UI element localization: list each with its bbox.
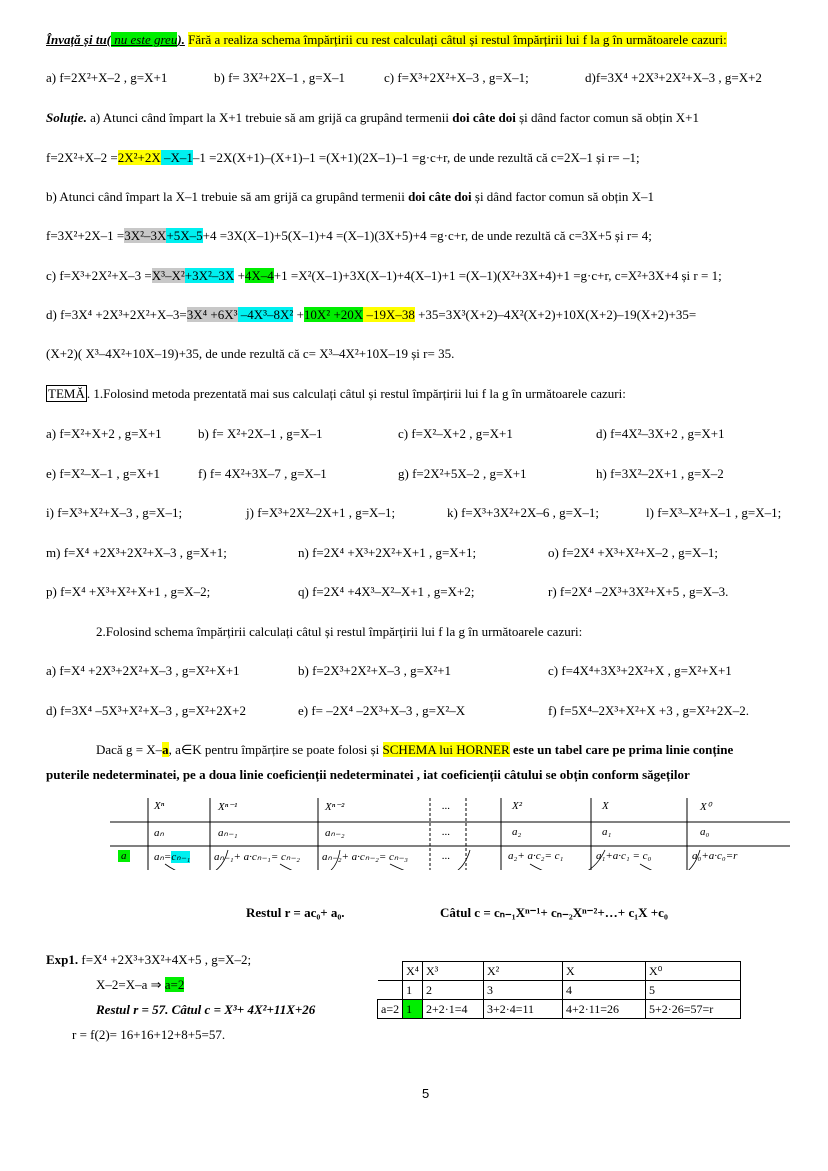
table-cell: a=2 [378, 1000, 403, 1019]
table-cell: X² [483, 962, 562, 981]
task2-item: b) f=2X³+2X²+X–3 , g=X²+1 [298, 663, 452, 678]
result-cell: a₂+ a·c₂= c₁ [508, 850, 564, 862]
intro-lead-end: ). [177, 32, 185, 47]
task2-item: f) f=5X⁴–2X³+X²+X +3 , g=X²+2X–2. [548, 703, 750, 718]
intro-line [46, 32, 727, 48]
intro-lead: Învață și tu( [46, 32, 112, 47]
power-label: X² [512, 800, 523, 812]
tema-label: TEMĂ [48, 386, 85, 401]
horner-line2: puterile nedeterminatei, pe a doua linie coeficienții nedeterminatei , iat coeficienții câtului se obțin conform săgeților [46, 767, 690, 782]
example-cat: Câtul c = X³+ 4X²+11X+26 [171, 1002, 316, 1017]
coef-label: ... [442, 826, 451, 838]
table-row [378, 962, 741, 981]
coef-label: aₙ₋₂ [325, 827, 345, 839]
task2-text: 2.Folosind schema împărțirii calculați câtul și restul împărțirii lui f la g în următoarele cazuri: [96, 624, 583, 639]
example-sub: X–2=X–a ⇒ [96, 977, 162, 992]
tema-item: g) f=2X²+5X–2 , g=X+1 [398, 466, 527, 481]
tema-item: k) f=X³+3X²+2X–6 , g=X–1; [447, 505, 599, 520]
table-cell: 2+2·1=4 [422, 1000, 483, 1019]
result-cell: a₁+a·c₁ = c₀ [596, 850, 652, 862]
horner-a-symbol: a [162, 742, 169, 757]
eq-highlight-gray: X³–X² [151, 268, 185, 283]
eq-highlight-green: 4X–4 [244, 268, 274, 283]
eq-part: d) f=3X⁴ +2X³+2X²+X–3= [46, 307, 187, 322]
eq-part: –1 =2X(X+1)–(X+1)–1 =(X+1)(2X–1)–1 =g·c+r, de unde rezultă că c=2X–1 și r= –1; [192, 150, 640, 165]
result-cell: aₙ₋₂+ a·cₙ₋₂= cₙ₋₃ [322, 851, 408, 863]
table-cell: X⁴ [403, 962, 423, 981]
table-cell: 1 [403, 1000, 423, 1019]
power-label: X [602, 800, 609, 812]
tema-item: q) f=2X⁴ +4X³–X²–X+1 , g=X+2; [298, 584, 475, 599]
power-label: Xⁿ⁻¹ [218, 801, 238, 813]
horner-lead: Dacă g = X– [96, 742, 163, 757]
task2-item: a) f=X⁴ +2X³+2X²+X–3 , g=X²+X+1 [46, 663, 240, 678]
tema-item: c) f=X²–X+2 , g=X+1 [398, 426, 513, 441]
eq-highlight-green: 10X² +20X [303, 307, 364, 322]
power-label: Xⁿ⁻² [325, 801, 345, 813]
task2-item: d) f=3X⁴ –5X³+X²+X–3 , g=X²+2X+2 [46, 703, 246, 718]
table-cell: 5 [645, 981, 740, 1000]
coef-label: aₙ₋₁ [218, 827, 238, 839]
case-b: b) f= 3X²+2X–1 , g=X–1 [214, 70, 345, 85]
table-row [378, 981, 741, 1000]
table-cell: X⁰ [645, 962, 740, 981]
coef-label: a₀ [700, 826, 710, 838]
tema-item: a) f=X²+X+2 , g=X+1 [46, 426, 162, 441]
eq-part: c) f=X³+2X²+X–3 = [46, 268, 152, 283]
solution-d-eq [46, 307, 696, 323]
table-cell [378, 981, 403, 1000]
tema-item: n) f=2X⁴ +X³+2X²+X+1 , g=X+1; [298, 545, 477, 560]
horner-line [96, 742, 733, 758]
coef-label: a₂ [512, 826, 522, 838]
result-cell: a₀+a·c₀=r [692, 850, 738, 862]
table-cell: 3 [483, 981, 562, 1000]
result-highlight: cₙ₋₁ [171, 851, 191, 863]
task2-item: c) f=4X⁴+3X³+2X²+X , g=X²+X+1 [548, 663, 732, 678]
eq-part: +35=3X³(X+2)–4X²(X+2)+10X(X+2)–19(X+2)+35= [414, 307, 697, 322]
table-cell: 5+2·26=57=r [645, 1000, 740, 1019]
power-label: ... [442, 800, 451, 812]
table-cell [378, 962, 403, 981]
solution-b-text [46, 189, 654, 205]
example-a-value: a=2 [164, 977, 185, 992]
table-cell: 4 [562, 981, 645, 1000]
example-line2 [96, 977, 184, 993]
table-cell: 1 [403, 981, 423, 1000]
tema-line [46, 386, 626, 402]
power-label: X⁰ [700, 801, 712, 813]
example-label: Exp1. [46, 952, 79, 967]
solution-a-bold: doi câte doi [452, 110, 516, 125]
eq-highlight-cyan: +3X²–3X [184, 268, 235, 283]
eq-highlight-gray: 3X⁴ +6X³ [186, 307, 238, 322]
page-number: 5 [422, 1086, 430, 1101]
table-row [378, 1000, 741, 1019]
solution-a-desc: a) Atunci când împart la X+1 trebuie să am grijă ca grupând termenii [90, 110, 449, 125]
tema-item: m) f=X⁴ +2X³+2X²+X–3 , g=X+1; [46, 545, 227, 560]
row-a-label: a [118, 850, 130, 862]
table-cell: X³ [422, 962, 483, 981]
eq-part: + [293, 307, 304, 322]
tema-item: h) f=3X²–2X+1 , g=X–2 [596, 466, 724, 481]
tema-item: r) f=2X⁴ –2X³+3X²+X+5 , g=X–3. [548, 584, 729, 599]
solution-b-desc: b) Atunci când împart la X–1 trebuie să am grijă ca grupând termenii [46, 189, 405, 204]
table-cell: 4+2·11=26 [562, 1000, 645, 1019]
eq-highlight-cyan: –X–1 [160, 150, 193, 165]
table-cell: 2 [422, 981, 483, 1000]
example-line3 [96, 1002, 315, 1018]
horner-schema [110, 798, 790, 870]
example-horner-table [377, 961, 741, 1019]
case-a: a) f=2X²+X–2 , g=X+1 [46, 70, 168, 85]
example-f: f=X⁴ +2X³+3X²+4X+5 , g=X–2; [81, 952, 252, 967]
solution-a-text [46, 110, 699, 126]
tema-item: o) f=2X⁴ +X³+X²+X–2 , g=X–1; [548, 545, 718, 560]
eq-part: f=3X²+2X–1 = [46, 228, 125, 243]
result-cell: ... [442, 850, 451, 862]
result-text: aₙ= [154, 851, 172, 863]
eq-highlight-gray: 3X²–3X [124, 228, 167, 243]
solution-b-eq [46, 228, 652, 244]
solution-d-eq-line2: (X+2)( X³–4X²+10X–19)+35, de unde rezultă că c= X³–4X²+10X–19 și r= 35. [46, 346, 455, 361]
result-cell: aₙ₋₁+ a·cₙ₋₁= cₙ₋₂ [214, 851, 300, 863]
example-line1 [46, 952, 251, 968]
solution-a-desc-end: și dând factor comun să obțin X+1 [519, 110, 699, 125]
table-cell: 3+2·4=11 [483, 1000, 562, 1019]
eq-part: + [234, 268, 245, 283]
eq-part: f=2X²+X–2 = [46, 150, 118, 165]
table-cell: X [562, 962, 645, 981]
eq-highlight-cyan: +5X–5 [166, 228, 203, 243]
task2-item: e) f= –2X⁴ –2X³+X–3 , g=X²–X [298, 703, 466, 718]
tema-item: e) f=X²–X–1 , g=X+1 [46, 466, 160, 481]
eq-part: +4 =3X(X–1)+5(X–1)+4 =(X–1)(3X+5)+4 =g·c+r, de unde rezultă că c=3X+5 și r= 4; [202, 228, 652, 243]
horner-mid: , a∈K pentru împărțire se poate folosi și [168, 742, 380, 757]
solution-a-eq [46, 150, 640, 166]
tema-item: p) f=X⁴ +X³+X²+X+1 , g=X–2; [46, 584, 211, 599]
tema-item: l) f=X³–X²+X–1 , g=X–1; [646, 505, 782, 520]
case-c: c) f=X³+2X²+X–3 , g=X–1; [384, 70, 529, 85]
tema-item: b) f= X²+2X–1 , g=X–1 [198, 426, 323, 441]
result-cell [154, 850, 190, 863]
horner-name: SCHEMA lui HORNER [382, 742, 510, 757]
horner-rest-label: Restul r = ac₀+ a₀. [246, 905, 345, 920]
coef-label: a₁ [602, 826, 612, 838]
solution-label: Soluție. [46, 110, 87, 125]
tema-item: f) f= 4X²+3X–7 , g=X–1 [198, 466, 327, 481]
eq-highlight-cyan: –4X³–8X² [237, 307, 294, 322]
eq-highlight-yellow: 2X²+2X [117, 150, 161, 165]
power-label: Xⁿ [154, 800, 165, 812]
coef-label: aₙ [154, 827, 164, 839]
horner-rest: este un tabel care pe prima linie conține [512, 742, 734, 757]
example-r-eval: r = f(2)= 16+16+12+8+5=57. [72, 1027, 226, 1042]
solution-b-bold: doi câte doi [408, 189, 472, 204]
tema-text: . 1.Folosind metoda prezentată mai sus calculați câtul și restul împărțirii lui f la g în următoarele cazuri: [86, 386, 626, 401]
example-rest: Restul r = 57. [96, 1002, 169, 1017]
tema-item: j) f=X³+2X²–2X+1 , g=X–1; [246, 505, 396, 520]
intro-lead-highlight: nu este greu [111, 32, 178, 47]
solution-c-eq [46, 268, 722, 284]
eq-highlight-yellow: –19X–38 [363, 307, 415, 322]
intro-task: Fără a realiza schema împărțirii cu rest calculați câtul și restul împărțirii lui f la g în următoarele cazuri: [188, 32, 727, 47]
solution-b-desc-end: și dând factor comun să obțin X–1 [474, 189, 654, 204]
tema-item: d) f=4X²–3X+2 , g=X+1 [596, 426, 725, 441]
case-d: d)f=3X⁴ +2X³+2X²+X–3 , g=X+2 [585, 70, 762, 85]
horner-cat-label: Câtul c = cₙ₋₁Xⁿ⁻¹+ cₙ₋₂Xⁿ⁻²+…+ c₁X +c₀ [440, 905, 668, 920]
tema-item: i) f=X³+X²+X–3 , g=X–1; [46, 505, 183, 520]
eq-part: +1 =X²(X–1)+3X(X–1)+4(X–1)+1 =(X–1)(X²+3X+4)+1 =g·c+r, c=X²+3X+4 și r = 1; [273, 268, 722, 283]
